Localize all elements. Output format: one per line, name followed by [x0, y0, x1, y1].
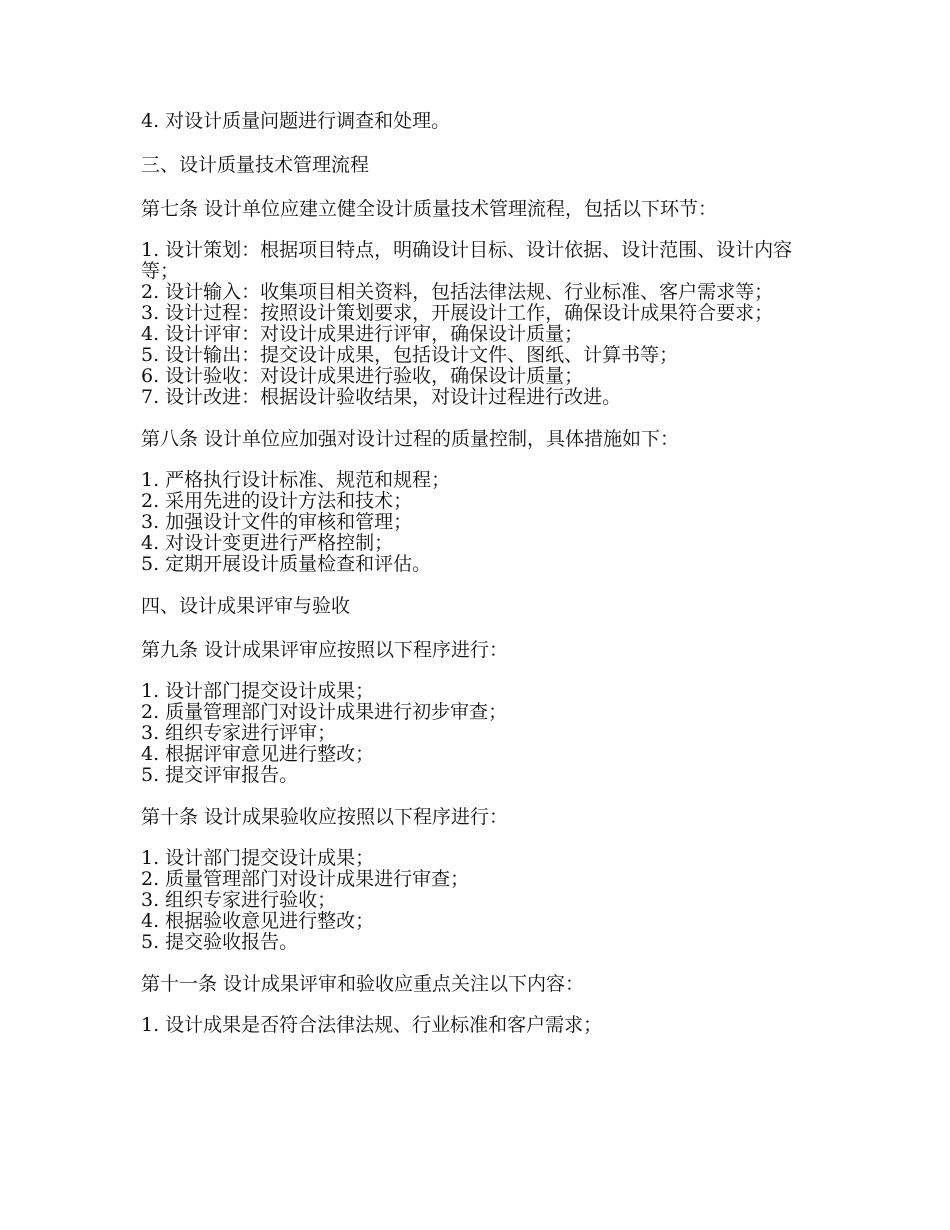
- list-item: 7. 设计改进：根据设计验收结果，对设计过程进行改进。: [141, 386, 622, 408]
- list-item: 1. 严格执行设计标准、规范和规程；: [141, 469, 451, 491]
- list-item: 2. 质量管理部门对设计成果进行审查；: [141, 868, 470, 890]
- list-item: 1. 设计成果是否符合法律法规、行业标准和客户需求；: [141, 1014, 603, 1036]
- list-item: 3. 设计过程：按照设计策划要求，开展设计工作，确保设计成果符合要求；: [141, 302, 774, 324]
- list-item: 6. 设计验收：对设计成果进行验收，确保设计质量；: [141, 365, 584, 387]
- list-item: 4. 根据评审意见进行整改；: [141, 743, 375, 765]
- list-item: 2. 设计输入：收集项目相关资料，包括法律法规、行业标准、客户需求等；: [141, 281, 774, 303]
- list-item: 4. 设计评审：对设计成果进行评审，确保设计质量；: [141, 323, 584, 345]
- list-item: 1. 设计部门提交设计成果；: [141, 680, 375, 702]
- list-item: 2. 采用先进的设计方法和技术；: [141, 490, 413, 512]
- article-paragraph: 第七条 设计单位应建立健全设计质量技术管理流程，包括以下环节：: [141, 198, 718, 220]
- list-item: 1. 设计策划：根据项目特点，明确设计目标、设计依据、设计范围、设计内容等；: [141, 239, 793, 282]
- list-item: 5. 提交验收报告。: [141, 931, 299, 953]
- section-heading: 三、设计质量技术管理流程: [141, 154, 370, 176]
- article-paragraph: 第八条 设计单位应加强对设计过程的质量控制，具体措施如下：: [141, 428, 680, 450]
- article-9-list: [141, 681, 821, 786]
- list-item: 4. 对设计质量问题进行调查和处理。: [141, 110, 451, 132]
- list-item: 1. 设计部门提交设计成果；: [141, 847, 375, 869]
- list-item: 5. 定期开展设计质量检查和评估。: [141, 553, 432, 575]
- list-item: 5. 设计输出：提交设计成果，包括设计文件、图纸、计算书等；: [141, 344, 679, 366]
- list-item: 4. 根据验收意见进行整改；: [141, 910, 375, 932]
- list-item: 3. 组织专家进行验收；: [141, 889, 337, 911]
- list-item: 5. 提交评审报告。: [141, 764, 299, 786]
- article-paragraph: 第九条 设计成果评审应按照以下程序进行：: [141, 639, 509, 661]
- document-page: [141, 108, 821, 1054]
- section-heading: 四、设计成果评审与验收: [141, 595, 351, 617]
- article-10-list: [141, 848, 821, 953]
- article-paragraph: 第十条 设计成果验收应按照以下程序进行：: [141, 806, 509, 828]
- list-item: 3. 加强设计文件的审核和管理；: [141, 511, 413, 533]
- article-8-list: [141, 470, 821, 575]
- list-item: 3. 组织专家进行评审；: [141, 722, 337, 744]
- list-item: 4. 对设计变更进行严格控制；: [141, 532, 394, 554]
- article-11-list: [141, 1015, 821, 1036]
- article-7-list: [141, 240, 821, 408]
- article-paragraph: 第十一条 设计成果评审和验收应重点关注以下内容：: [141, 973, 585, 995]
- list-item: 2. 质量管理部门对设计成果进行初步审查；: [141, 701, 508, 723]
